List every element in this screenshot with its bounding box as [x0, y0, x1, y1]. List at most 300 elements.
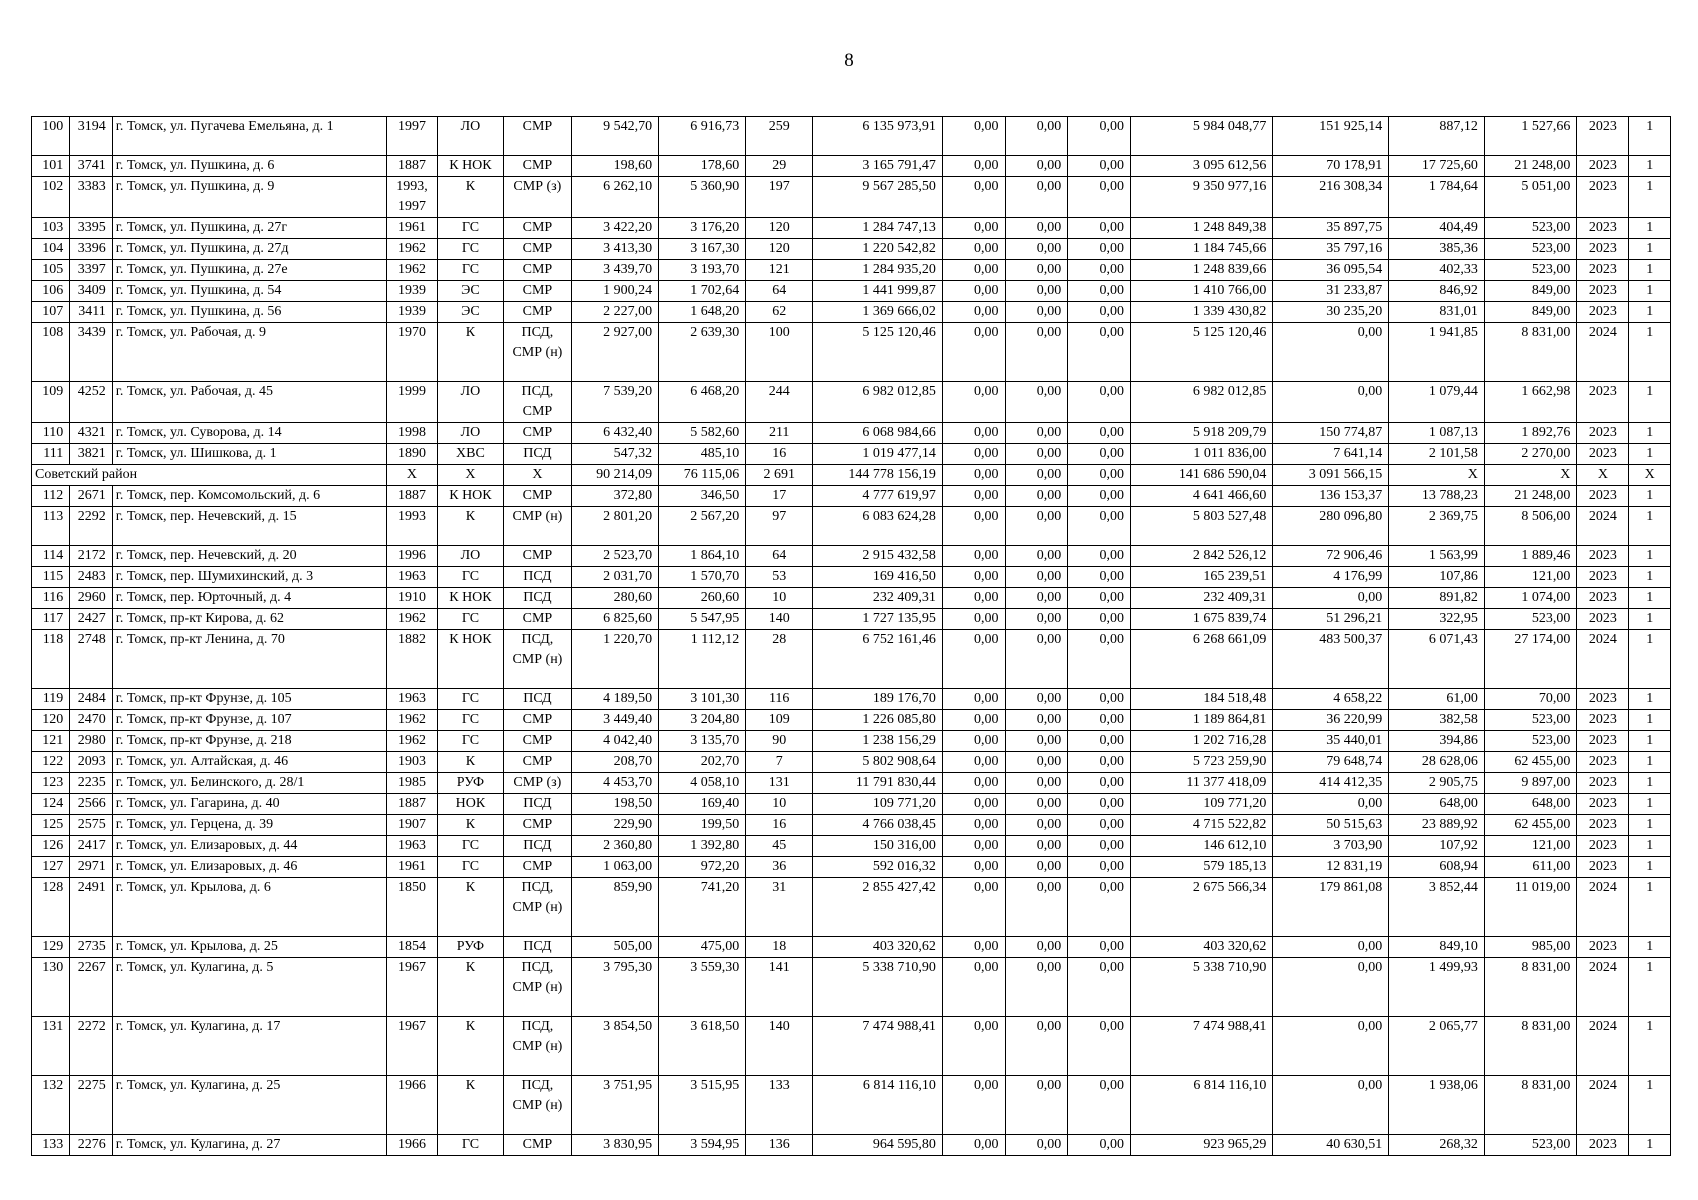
living-area-cell: 3 167,30 — [659, 239, 746, 260]
year-cell: 1963 — [386, 836, 437, 857]
unit-cost-cell: 1 941,85 — [1389, 323, 1485, 382]
owners-funds-cell: 1 011 836,00 — [1130, 444, 1272, 465]
fund-2-cell: 0,00 — [1005, 239, 1068, 260]
fund-3-cell: 0,00 — [1068, 689, 1131, 710]
fund-2-cell: 0,00 — [1005, 507, 1068, 546]
total-area-cell: 6 825,60 — [571, 609, 658, 630]
address-cell: г. Томск, ул. Пушкина, д. 56 — [112, 302, 386, 323]
work-type-cell: Х — [503, 465, 571, 486]
total-area-cell: 4 453,70 — [571, 773, 658, 794]
total-area-cell: 3 751,95 — [571, 1076, 658, 1135]
unit-cost-cell: 648,00 — [1389, 794, 1485, 815]
owners-funds-cell: 5 338 710,90 — [1130, 958, 1272, 1017]
quarter-cell: 1 — [1629, 836, 1671, 857]
other-funds-cell: 50 515,63 — [1273, 815, 1389, 836]
year-plan-cell: 2023 — [1577, 836, 1629, 857]
house-id-cell: 2276 — [70, 1135, 113, 1156]
page-number: 8 — [844, 50, 854, 71]
living-area-cell: 199,50 — [659, 815, 746, 836]
year-plan-cell: 2024 — [1577, 1076, 1629, 1135]
total-area-cell: 1 900,24 — [571, 281, 658, 302]
fund-3-cell: 0,00 — [1068, 878, 1131, 937]
table-row — [32, 260, 1671, 281]
house-id-cell: 3439 — [70, 323, 113, 382]
total-cost-cell: 6 083 624,28 — [813, 507, 943, 546]
owners-funds-cell: 5 984 048,77 — [1130, 117, 1272, 156]
house-id-cell: 2427 — [70, 609, 113, 630]
max-unit-cost-cell: 121,00 — [1484, 567, 1576, 588]
quarter-cell: 1 — [1629, 567, 1671, 588]
category-cell: К — [438, 958, 504, 1017]
residents-cell: 64 — [746, 546, 813, 567]
quarter-cell: 1 — [1629, 177, 1671, 218]
row-number-cell: 120 — [32, 710, 70, 731]
fund-3-cell: 0,00 — [1068, 794, 1131, 815]
work-type-cell: ПСД — [503, 444, 571, 465]
row-number-cell: 103 — [32, 218, 70, 239]
category-cell: К — [438, 323, 504, 382]
category-cell: ЭС — [438, 281, 504, 302]
total-area-cell: 9 542,70 — [571, 117, 658, 156]
row-number-cell: 101 — [32, 156, 70, 177]
living-area-cell: 741,20 — [659, 878, 746, 937]
other-funds-cell: 0,00 — [1273, 937, 1389, 958]
year-cell: 1962 — [386, 609, 437, 630]
work-type-cell: СМР — [503, 731, 571, 752]
other-funds-cell: 0,00 — [1273, 1076, 1389, 1135]
living-area-cell: 1 864,10 — [659, 546, 746, 567]
total-cost-cell: 1 019 477,14 — [813, 444, 943, 465]
owners-funds-cell: 579 185,13 — [1130, 857, 1272, 878]
work-type-cell: СМР — [503, 156, 571, 177]
fund-3-cell: 0,00 — [1068, 281, 1131, 302]
total-cost-cell: 403 320,62 — [813, 937, 943, 958]
work-type-cell: СМР — [503, 609, 571, 630]
year-plan-cell: 2023 — [1577, 731, 1629, 752]
living-area-cell: 3 618,50 — [659, 1017, 746, 1076]
work-type-cell: СМР (з) — [503, 177, 571, 218]
year-cell: Х — [386, 465, 437, 486]
house-id-cell: 2292 — [70, 507, 113, 546]
year-cell: 1962 — [386, 731, 437, 752]
row-number-cell: 110 — [32, 423, 70, 444]
year-cell: 1903 — [386, 752, 437, 773]
living-area-cell: 3 101,30 — [659, 689, 746, 710]
year-plan-cell: 2023 — [1577, 156, 1629, 177]
owners-funds-cell: 1 248 839,66 — [1130, 260, 1272, 281]
year-cell: 1854 — [386, 937, 437, 958]
max-unit-cost-cell: 648,00 — [1484, 794, 1576, 815]
year-cell: 1887 — [386, 486, 437, 507]
owners-funds-cell: 6 982 012,85 — [1130, 382, 1272, 423]
category-cell: ГС — [438, 239, 504, 260]
table-row — [32, 444, 1671, 465]
year-cell: 1993, 1997 — [386, 177, 437, 218]
house-id-cell: 2971 — [70, 857, 113, 878]
other-funds-cell: 0,00 — [1273, 794, 1389, 815]
other-funds-cell: 3 091 566,15 — [1273, 465, 1389, 486]
quarter-cell: Х — [1629, 465, 1671, 486]
house-id-cell: 2267 — [70, 958, 113, 1017]
category-cell: РУФ — [438, 937, 504, 958]
total-area-cell: 3 830,95 — [571, 1135, 658, 1156]
year-plan-cell: 2024 — [1577, 878, 1629, 937]
fund-3-cell: 0,00 — [1068, 609, 1131, 630]
category-cell: ХВС — [438, 444, 504, 465]
max-unit-cost-cell: 1 889,46 — [1484, 546, 1576, 567]
address-cell: г. Томск, ул. Кулагина, д. 25 — [112, 1076, 386, 1135]
row-number-cell: 124 — [32, 794, 70, 815]
house-id-cell: 2235 — [70, 773, 113, 794]
house-id-cell: 2960 — [70, 588, 113, 609]
house-id-cell: 3409 — [70, 281, 113, 302]
total-area-cell: 1 063,00 — [571, 857, 658, 878]
living-area-cell: 260,60 — [659, 588, 746, 609]
year-cell: 1882 — [386, 630, 437, 689]
total-area-cell: 3 795,30 — [571, 958, 658, 1017]
table-row — [32, 836, 1671, 857]
max-unit-cost-cell: 8 506,00 — [1484, 507, 1576, 546]
year-plan-cell: 2023 — [1577, 815, 1629, 836]
total-area-cell: 2 523,70 — [571, 546, 658, 567]
residents-cell: 120 — [746, 239, 813, 260]
total-area-cell: 7 539,20 — [571, 382, 658, 423]
fund-3-cell: 0,00 — [1068, 486, 1131, 507]
address-cell: г. Томск, пр-кт Фрунзе, д. 105 — [112, 689, 386, 710]
year-plan-cell: 2023 — [1577, 567, 1629, 588]
quarter-cell: 1 — [1629, 486, 1671, 507]
total-cost-cell: 109 771,20 — [813, 794, 943, 815]
unit-cost-cell: 2 905,75 — [1389, 773, 1485, 794]
fund-2-cell: 0,00 — [1005, 794, 1068, 815]
fund-3-cell: 0,00 — [1068, 117, 1131, 156]
table-row — [32, 382, 1671, 423]
table-row — [32, 731, 1671, 752]
category-cell: ЛО — [438, 382, 504, 423]
category-cell: ЭС — [438, 302, 504, 323]
address-cell: г. Томск, пер. Шумихинский, д. 3 — [112, 567, 386, 588]
unit-cost-cell: 1 938,06 — [1389, 1076, 1485, 1135]
total-area-cell: 2 031,70 — [571, 567, 658, 588]
year-cell: 1963 — [386, 567, 437, 588]
owners-funds-cell: 4 715 522,82 — [1130, 815, 1272, 836]
residents-cell: 136 — [746, 1135, 813, 1156]
table-row — [32, 323, 1671, 382]
fund-3-cell: 0,00 — [1068, 382, 1131, 423]
residents-cell: 17 — [746, 486, 813, 507]
address-cell: г. Томск, ул. Пушкина, д. 27г — [112, 218, 386, 239]
house-id-cell: 2484 — [70, 689, 113, 710]
max-unit-cost-cell: 1 892,76 — [1484, 423, 1576, 444]
residents-cell: 120 — [746, 218, 813, 239]
house-id-cell: 3741 — [70, 156, 113, 177]
work-type-cell: ПСД — [503, 588, 571, 609]
row-number-cell: 104 — [32, 239, 70, 260]
address-cell: г. Томск, ул. Шишкова, д. 1 — [112, 444, 386, 465]
address-cell: г. Томск, ул. Крылова, д. 25 — [112, 937, 386, 958]
category-cell: ГС — [438, 731, 504, 752]
address-cell: г. Томск, ул. Пушкина, д. 54 — [112, 281, 386, 302]
fund-1-cell: 0,00 — [942, 302, 1005, 323]
year-plan-cell: 2023 — [1577, 302, 1629, 323]
quarter-cell: 1 — [1629, 302, 1671, 323]
residents-cell: 133 — [746, 1076, 813, 1135]
category-cell: К — [438, 1076, 504, 1135]
work-type-cell: СМР — [503, 486, 571, 507]
total-area-cell: 1 220,70 — [571, 630, 658, 689]
fund-2-cell: 0,00 — [1005, 444, 1068, 465]
fund-3-cell: 0,00 — [1068, 1017, 1131, 1076]
total-area-cell: 2 801,20 — [571, 507, 658, 546]
owners-funds-cell: 403 320,62 — [1130, 937, 1272, 958]
living-area-cell: 178,60 — [659, 156, 746, 177]
residents-cell: 140 — [746, 609, 813, 630]
address-cell: г. Томск, ул. Пугачева Емельяна, д. 1 — [112, 117, 386, 156]
category-cell: К — [438, 1017, 504, 1076]
living-area-cell: 5 582,60 — [659, 423, 746, 444]
living-area-cell: 346,50 — [659, 486, 746, 507]
table-row — [32, 958, 1671, 1017]
quarter-cell: 1 — [1629, 323, 1671, 382]
residents-cell: 16 — [746, 815, 813, 836]
fund-2-cell: 0,00 — [1005, 815, 1068, 836]
category-cell: К НОК — [438, 156, 504, 177]
living-area-cell: 5 360,90 — [659, 177, 746, 218]
fund-2-cell: 0,00 — [1005, 857, 1068, 878]
owners-funds-cell: 1 189 864,81 — [1130, 710, 1272, 731]
fund-3-cell: 0,00 — [1068, 323, 1131, 382]
residents-cell: 97 — [746, 507, 813, 546]
unit-cost-cell: 17 725,60 — [1389, 156, 1485, 177]
row-number-cell: 125 — [32, 815, 70, 836]
max-unit-cost-cell: 8 831,00 — [1484, 323, 1576, 382]
fund-1-cell: 0,00 — [942, 731, 1005, 752]
house-id-cell: 2093 — [70, 752, 113, 773]
year-cell: 1998 — [386, 423, 437, 444]
unit-cost-cell: 3 852,44 — [1389, 878, 1485, 937]
max-unit-cost-cell: 985,00 — [1484, 937, 1576, 958]
fund-3-cell: 0,00 — [1068, 260, 1131, 281]
total-cost-cell: 1 369 666,02 — [813, 302, 943, 323]
fund-3-cell: 0,00 — [1068, 731, 1131, 752]
owners-funds-cell: 146 612,10 — [1130, 836, 1272, 857]
fund-1-cell: 0,00 — [942, 857, 1005, 878]
house-id-cell: 3395 — [70, 218, 113, 239]
year-cell: 1850 — [386, 878, 437, 937]
fund-1-cell: 0,00 — [942, 423, 1005, 444]
year-plan-cell: 2023 — [1577, 117, 1629, 156]
other-funds-cell: 414 412,35 — [1273, 773, 1389, 794]
year-plan-cell: 2023 — [1577, 177, 1629, 218]
fund-1-cell: 0,00 — [942, 794, 1005, 815]
total-cost-cell: 2 915 432,58 — [813, 546, 943, 567]
row-number-cell: 108 — [32, 323, 70, 382]
fund-1-cell: 0,00 — [942, 281, 1005, 302]
fund-1-cell: 0,00 — [942, 117, 1005, 156]
residents-cell: 36 — [746, 857, 813, 878]
other-funds-cell: 35 440,01 — [1273, 731, 1389, 752]
year-cell: 1997 — [386, 117, 437, 156]
category-cell: ГС — [438, 1135, 504, 1156]
living-area-cell: 3 135,70 — [659, 731, 746, 752]
residents-cell: 31 — [746, 878, 813, 937]
residents-cell: 28 — [746, 630, 813, 689]
unit-cost-cell: 402,33 — [1389, 260, 1485, 281]
year-cell: 1996 — [386, 546, 437, 567]
fund-2-cell: 0,00 — [1005, 281, 1068, 302]
max-unit-cost-cell: 523,00 — [1484, 731, 1576, 752]
house-id-cell: 2172 — [70, 546, 113, 567]
other-funds-cell: 4 176,99 — [1273, 567, 1389, 588]
max-unit-cost-cell: 523,00 — [1484, 609, 1576, 630]
owners-funds-cell: 5 125 120,46 — [1130, 323, 1272, 382]
living-area-cell: 1 570,70 — [659, 567, 746, 588]
work-type-cell: ПСД, СМР (н) — [503, 323, 571, 382]
table-body — [32, 117, 1671, 1156]
address-cell: г. Томск, пер. Комсомольский, д. 6 — [112, 486, 386, 507]
max-unit-cost-cell: 1 074,00 — [1484, 588, 1576, 609]
district-label-cell: Советский район — [32, 465, 387, 486]
total-area-cell: 372,80 — [571, 486, 658, 507]
living-area-cell: 3 204,80 — [659, 710, 746, 731]
row-number-cell: 102 — [32, 177, 70, 218]
max-unit-cost-cell: 8 831,00 — [1484, 1017, 1576, 1076]
unit-cost-cell: 404,49 — [1389, 218, 1485, 239]
living-area-cell: 972,20 — [659, 857, 746, 878]
unit-cost-cell: 1 784,64 — [1389, 177, 1485, 218]
total-cost-cell: 6 068 984,66 — [813, 423, 943, 444]
total-cost-cell: 6 752 161,46 — [813, 630, 943, 689]
total-cost-cell: 1 226 085,80 — [813, 710, 943, 731]
district-subtotal-row — [32, 465, 1671, 486]
fund-2-cell: 0,00 — [1005, 1135, 1068, 1156]
fund-1-cell: 0,00 — [942, 260, 1005, 281]
row-number-cell: 117 — [32, 609, 70, 630]
address-cell: г. Томск, пр-кт Кирова, д. 62 — [112, 609, 386, 630]
total-area-cell: 3 413,30 — [571, 239, 658, 260]
total-cost-cell: 1 441 999,87 — [813, 281, 943, 302]
max-unit-cost-cell: 11 019,00 — [1484, 878, 1576, 937]
total-area-cell: 2 227,00 — [571, 302, 658, 323]
year-plan-cell: 2023 — [1577, 710, 1629, 731]
max-unit-cost-cell: 9 897,00 — [1484, 773, 1576, 794]
year-plan-cell: 2024 — [1577, 958, 1629, 1017]
living-area-cell: 3 193,70 — [659, 260, 746, 281]
address-cell: г. Томск, ул. Суворова, д. 14 — [112, 423, 386, 444]
fund-2-cell: 0,00 — [1005, 156, 1068, 177]
row-number-cell: 107 — [32, 302, 70, 323]
fund-2-cell: 0,00 — [1005, 218, 1068, 239]
table-row — [32, 878, 1671, 937]
fund-3-cell: 0,00 — [1068, 710, 1131, 731]
row-number-cell: 113 — [32, 507, 70, 546]
year-plan-cell: 2023 — [1577, 260, 1629, 281]
other-funds-cell: 79 648,74 — [1273, 752, 1389, 773]
year-cell: 1887 — [386, 794, 437, 815]
residents-cell: 18 — [746, 937, 813, 958]
fund-1-cell: 0,00 — [942, 486, 1005, 507]
address-cell: г. Томск, ул. Кулагина, д. 5 — [112, 958, 386, 1017]
owners-funds-cell: 109 771,20 — [1130, 794, 1272, 815]
year-cell: 1939 — [386, 302, 437, 323]
category-cell: К НОК — [438, 486, 504, 507]
fund-3-cell: 0,00 — [1068, 836, 1131, 857]
year-plan-cell: 2023 — [1577, 794, 1629, 815]
living-area-cell: 4 058,10 — [659, 773, 746, 794]
year-cell: 1887 — [386, 156, 437, 177]
unit-cost-cell: 1 499,93 — [1389, 958, 1485, 1017]
row-number-cell: 130 — [32, 958, 70, 1017]
total-area-cell: 6 432,40 — [571, 423, 658, 444]
work-type-cell: СМР (н) — [503, 507, 571, 546]
quarter-cell: 1 — [1629, 815, 1671, 836]
quarter-cell: 1 — [1629, 609, 1671, 630]
living-area-cell: 3 515,95 — [659, 1076, 746, 1135]
living-area-cell: 6 468,20 — [659, 382, 746, 423]
table-row — [32, 546, 1671, 567]
living-area-cell: 485,10 — [659, 444, 746, 465]
house-id-cell: 2272 — [70, 1017, 113, 1076]
fund-1-cell: 0,00 — [942, 323, 1005, 382]
registry-table — [31, 116, 1671, 1156]
other-funds-cell: 51 296,21 — [1273, 609, 1389, 630]
total-cost-cell: 5 125 120,46 — [813, 323, 943, 382]
house-id-cell: 2275 — [70, 1076, 113, 1135]
unit-cost-cell: 385,36 — [1389, 239, 1485, 260]
fund-2-cell: 0,00 — [1005, 423, 1068, 444]
total-cost-cell: 6 135 973,91 — [813, 117, 943, 156]
fund-3-cell: 0,00 — [1068, 465, 1131, 486]
fund-3-cell: 0,00 — [1068, 630, 1131, 689]
max-unit-cost-cell: 1 662,98 — [1484, 382, 1576, 423]
unit-cost-cell: 887,12 — [1389, 117, 1485, 156]
fund-1-cell: 0,00 — [942, 689, 1005, 710]
total-cost-cell: 1 727 135,95 — [813, 609, 943, 630]
living-area-cell: 3 176,20 — [659, 218, 746, 239]
row-number-cell: 112 — [32, 486, 70, 507]
year-plan-cell: 2023 — [1577, 609, 1629, 630]
fund-2-cell: 0,00 — [1005, 177, 1068, 218]
living-area-cell: 202,70 — [659, 752, 746, 773]
quarter-cell: 1 — [1629, 588, 1671, 609]
table-row — [32, 281, 1671, 302]
fund-2-cell: 0,00 — [1005, 1076, 1068, 1135]
row-number-cell: 123 — [32, 773, 70, 794]
fund-2-cell: 0,00 — [1005, 1017, 1068, 1076]
unit-cost-cell: 268,32 — [1389, 1135, 1485, 1156]
fund-1-cell: 0,00 — [942, 630, 1005, 689]
row-number-cell: 116 — [32, 588, 70, 609]
fund-3-cell: 0,00 — [1068, 444, 1131, 465]
owners-funds-cell: 5 803 527,48 — [1130, 507, 1272, 546]
address-cell: г. Томск, ул. Пушкина, д. 6 — [112, 156, 386, 177]
year-plan-cell: 2024 — [1577, 1017, 1629, 1076]
total-area-cell: 229,90 — [571, 815, 658, 836]
fund-1-cell: 0,00 — [942, 878, 1005, 937]
table-row — [32, 177, 1671, 218]
table-row — [32, 794, 1671, 815]
year-plan-cell: 2023 — [1577, 239, 1629, 260]
fund-3-cell: 0,00 — [1068, 773, 1131, 794]
house-id-cell: 2748 — [70, 630, 113, 689]
work-type-cell: СМР — [503, 302, 571, 323]
other-funds-cell: 35 797,16 — [1273, 239, 1389, 260]
fund-1-cell: 0,00 — [942, 1135, 1005, 1156]
max-unit-cost-cell: 523,00 — [1484, 1135, 1576, 1156]
year-cell: 1961 — [386, 218, 437, 239]
row-number-cell: 105 — [32, 260, 70, 281]
max-unit-cost-cell: 62 455,00 — [1484, 752, 1576, 773]
